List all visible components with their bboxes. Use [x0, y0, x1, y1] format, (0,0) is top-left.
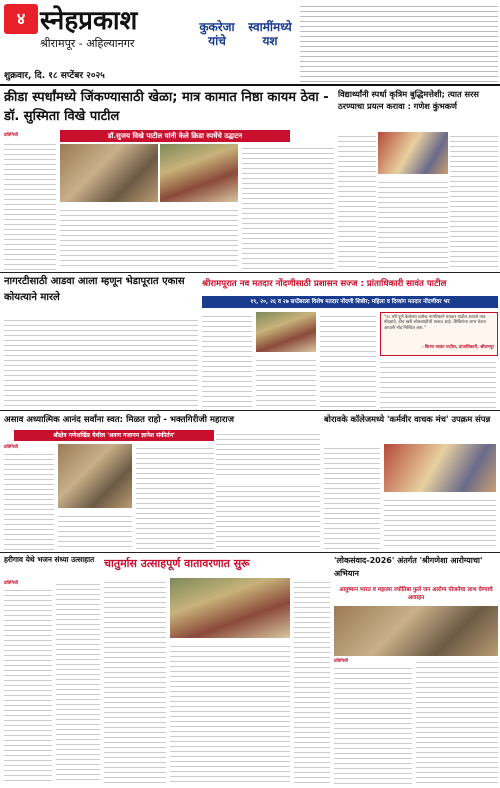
nagar-body [4, 316, 198, 408]
borawake-body-2 [384, 496, 496, 550]
date-line: शुक्रवार, दि. १८ सप्टेंबर २०२५ [4, 71, 105, 81]
sports-body-col1 [4, 140, 56, 270]
slogan-right: स्वामींमध्ये यश [248, 20, 292, 48]
ai-photo [378, 132, 448, 174]
headline-sports: क्रीडा स्पर्धांमध्ये जिंकण्यासाठी खेळा; मात्र कामात निष्ठा कायम ठेवा - डॉ. सुस्मिता विखे पाटील [4, 90, 329, 124]
divider [0, 272, 500, 273]
headline-bhakt: असाव अध्यात्मिक आनंद सर्वांना स्वत: मिळत राहो - भक्तगिरीजी महाराज [4, 415, 234, 425]
divider [0, 552, 500, 553]
health-photo [334, 606, 498, 656]
health-body [334, 664, 412, 784]
chaturmas-body-3 [294, 578, 330, 784]
borawake-photo [384, 444, 496, 492]
banner-sports: डॉ.सुजय विखे पाटील यांनी केले क्रिडा स्पर्धेचे उद्घाटन [60, 130, 290, 142]
headline-nagar: नागरटीसाठी आडवा आला म्हणून भेडापूरात एकास कोयत्याने मारले [4, 276, 185, 303]
newspaper-title-block [40, 6, 200, 48]
top-right-article-text [300, 2, 498, 82]
bhakt-body-4 [216, 482, 320, 550]
banner-bhakt: श्रीक्षेत्र गणेशखिंड येथील 'श्रवण गजानन ज्ञानेश संकीर्तन' [14, 430, 214, 441]
voter-body-4 [380, 358, 496, 408]
headline-chaturmas: चातुर्मास उत्साहपूर्ण वातावरणात सुरू [104, 557, 250, 570]
voter-body [202, 312, 252, 408]
ai-body-2 [450, 132, 498, 270]
headline-borawake: बोरावके कॉलेजमध्ये 'कर्मवीर वाचक मंच' उपक्रम संपन्न [324, 414, 491, 424]
chaturmas-body-2 [170, 642, 290, 784]
tag-bhakt: प्रतिनिधी [4, 445, 18, 450]
harigaon-body-2 [56, 580, 100, 784]
tag-sports: प्रतिनिधी [4, 133, 18, 138]
voter-body-3 [320, 312, 376, 408]
tag-harigaon: प्रतिनिधी [4, 581, 18, 586]
sports-photo-1 [60, 144, 158, 202]
bhakt-body-3 [58, 512, 132, 550]
chaturmas-photo [170, 578, 290, 638]
bhakt-photo [58, 444, 132, 508]
voter-quote: "१८ वर्षे पूर्ण केलेल्या प्रत्येक नागरिकाने मतदार यादीत आपले नाव नोंदवावे, हीच खरी लोकशाहीची ताकद आहे. शिबिरांचा लाभ घेऊन आपली नोंद निश्चित करा." [384, 315, 486, 331]
harigaon-body [4, 586, 52, 784]
newspaper-subtitle: श्रीरामपूर - अहिल्यानगर [40, 37, 135, 50]
sports-body-col2 [60, 206, 238, 270]
health-body-2 [416, 658, 498, 784]
bhakt-body-right [216, 430, 320, 478]
borawake-body [324, 444, 380, 550]
sports-body-col3 [242, 144, 334, 270]
tag-health: प्रतिनिधी [334, 659, 348, 664]
headline-voter: श्रीरामपूरात नव मतदार नोंदणीसाठी प्रशासन सज्ज : प्रांताधिकारी सावंत पाटील [202, 279, 447, 289]
newspaper-title: स्नेहप्रकाश [40, 6, 138, 36]
divider [0, 410, 500, 411]
headline-harigaon: हरीगाव येथे भजन संध्या उत्साहात [4, 555, 95, 564]
health-subhead: आयुष्मान भारत व महात्मा ज्योतिबा फुले जन आरोग्य योजनेचा लाभ घेण्याचे आवाहन [339, 587, 493, 601]
voter-quote-author: - किरण सावंत पाटील, प्रांताधिकारी, श्रीरामपूर [421, 345, 494, 350]
chaturmas-body [104, 578, 166, 784]
voter-photo [256, 312, 316, 352]
sports-photo-2 [160, 144, 238, 202]
slogan-left: कुकरेजा यांचे [199, 20, 235, 48]
voter-quote-box [380, 312, 498, 356]
headline-health: 'लोकसंवाद-2026' अंतर्गत 'श्रीगणेशा आरोग्याचा' अभियान [334, 556, 483, 578]
voter-strip: १९, २०, २६ व २७ सप्टेंबरला विशेष मतदार नोंदणी शिबीर; महिला व दिव्यांग मतदार नोंदणीवर भर [202, 296, 498, 308]
ai-body [338, 132, 376, 270]
bhakt-body [4, 450, 54, 550]
headline-ai: विद्यार्थ्यांनी स्पर्धा कृत्रिम बुद्धिमत्तेशी; त्यात सरस ठरण्याचा प्रयत्न करावा : गणेश कुंभकर्ण [338, 89, 479, 111]
ai-body-3 [378, 178, 448, 270]
voter-body-2 [256, 356, 316, 408]
bhakt-body-2 [136, 444, 214, 550]
page-number: ४ [4, 4, 38, 34]
